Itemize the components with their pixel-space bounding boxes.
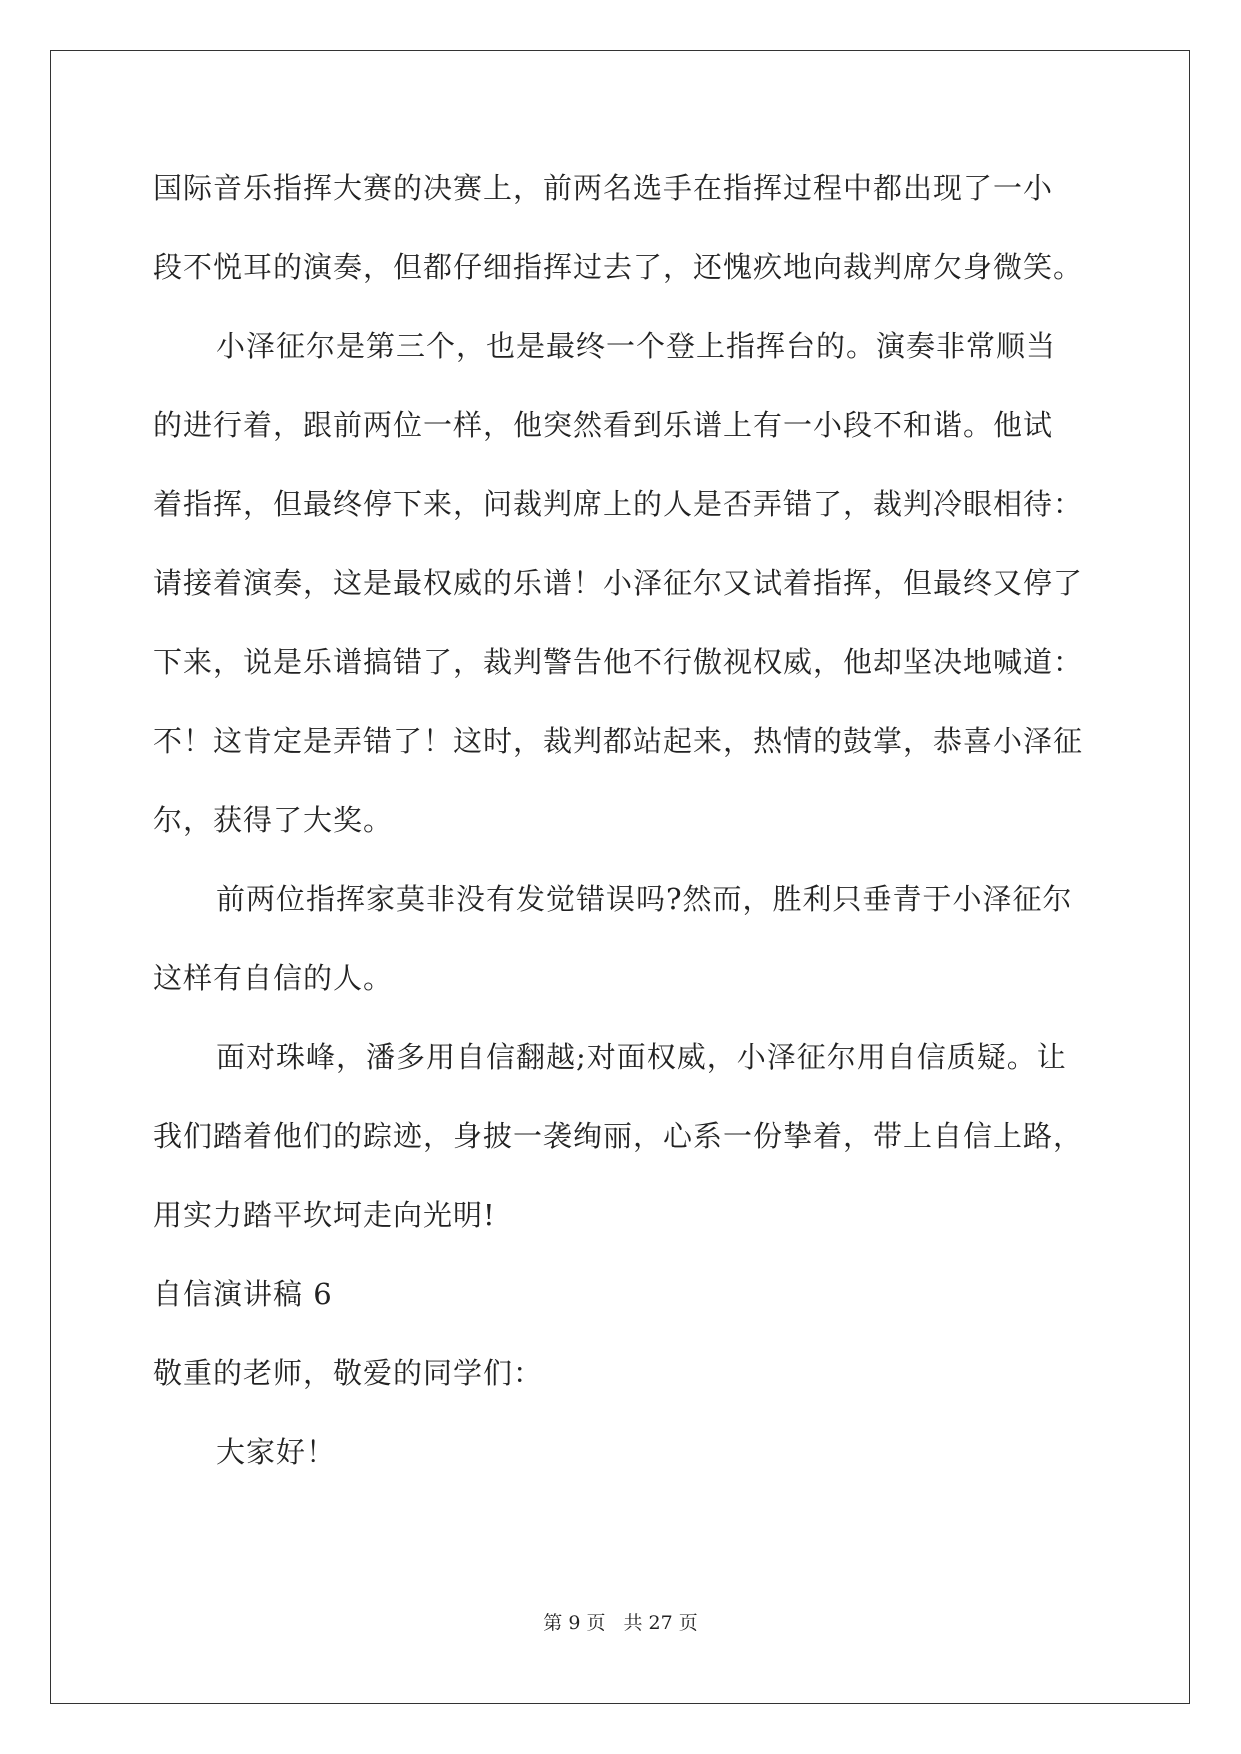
paragraph-line: 这样有自信的人。	[153, 961, 394, 995]
salutation: 敬重的老师，敬爱的同学们：	[153, 1356, 544, 1390]
page-total: 共 27 页	[623, 1612, 698, 1634]
paragraph-line: 不！这肯定是弄错了！这时，裁判都站起来，热情的鼓掌，恭喜小泽征	[153, 724, 1084, 758]
paragraph-line: 下来，说是乐谱搞错了，裁判警告他不行傲视权威，他却坚决地喊道：	[153, 645, 1084, 679]
paragraph-line: 前两位指挥家莫非没有发觉错误吗?然而，胜利只垂青于小泽征尔	[216, 882, 1073, 916]
paragraph-line: 尔，获得了大奖。	[153, 803, 394, 837]
paragraph-line: 段不悦耳的演奏，但都仔细指挥过去了，还愧疚地向裁判席欠身微笑。	[153, 250, 1084, 284]
paragraph-line: 用实力踏平坎坷走向光明!	[153, 1198, 496, 1232]
paragraph-line: 我们踏着他们的踪迹，身披一袭绚丽，心系一份挚着，带上自信上路，	[153, 1119, 1084, 1153]
page-number: 第 9 页	[543, 1612, 606, 1634]
greeting: 大家好！	[216, 1435, 337, 1469]
paragraph-line: 面对珠峰，潘多用自信翻越;对面权威，小泽征尔用自信质疑。让	[216, 1040, 1067, 1074]
section-title: 自信演讲稿 6	[153, 1277, 333, 1311]
paragraph-line: 小泽征尔是第三个，也是最终一个登上指挥台的。演奏非常顺当	[216, 329, 1057, 363]
paragraph-line: 请接着演奏，这是最权威的乐谱！小泽征尔又试着指挥，但最终又停了	[153, 566, 1084, 600]
paragraph-line: 着指挥，但最终停下来，问裁判席上的人是否弄错了，裁判冷眼相待：	[153, 487, 1084, 521]
page-footer	[0, 1611, 1241, 1635]
paragraph-line: 的进行着，跟前两位一样，他突然看到乐谱上有一小段不和谐。他试	[153, 408, 1054, 442]
paragraph-line: 国际音乐指挥大赛的决赛上，前两名选手在指挥过程中都出现了一小	[153, 171, 1054, 205]
